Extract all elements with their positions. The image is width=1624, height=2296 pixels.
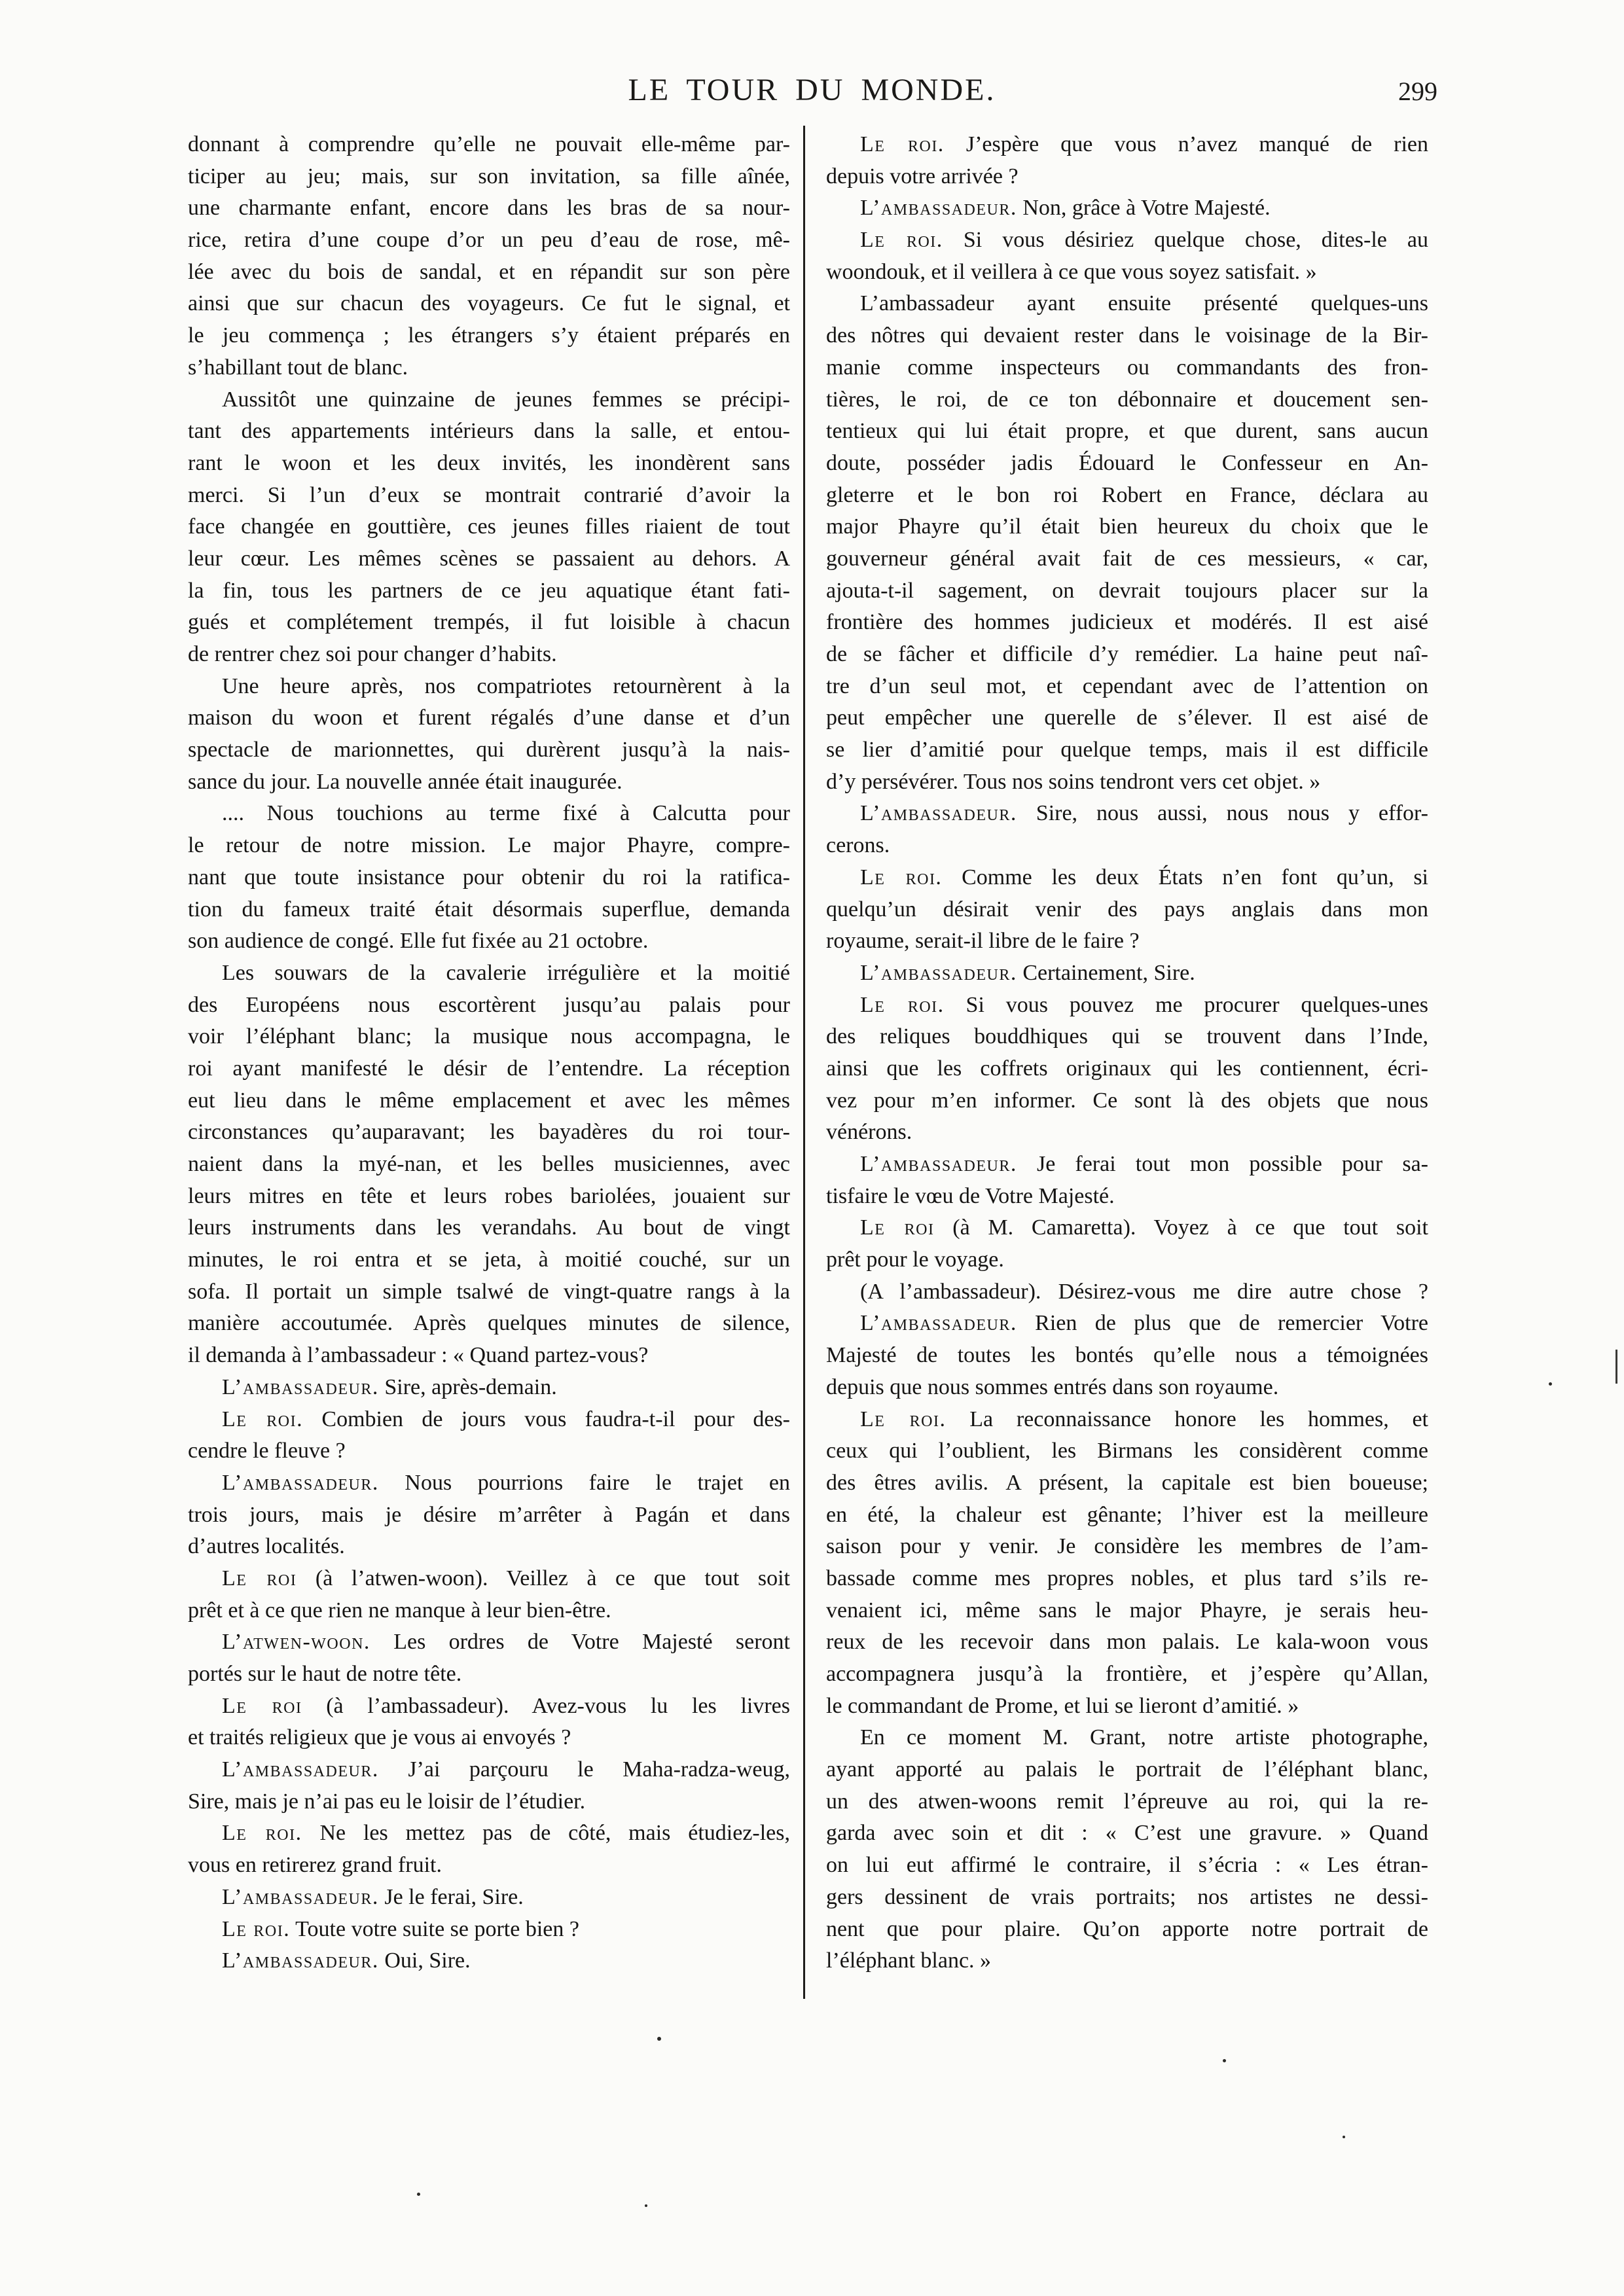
speaker-name: L’ambassadeur.: [222, 1757, 379, 1782]
text-line: Le roi. Si vous pouvez me procurer quelques-unes: [860, 992, 1428, 1017]
text-line: quelqu’un désirait venir des pays anglais dans mon: [826, 897, 1428, 922]
text-line: il demanda à l’ambassadeur : « Quand partez-vous?: [188, 1343, 649, 1368]
text-line: peut empêcher une querelle de s’élever. Il est aisé de: [826, 706, 1428, 730]
speaker-name: Le roi.: [860, 228, 943, 253]
text-line: gués et complétement trempés, il fut loisible à chacun: [188, 610, 790, 635]
text-line: doute, posséder jadis Édouard le Confesseur en An-: [826, 450, 1428, 475]
text-line: En ce moment M. Grant, notre artiste photographe,: [860, 1725, 1428, 1750]
speaker-name: Le roi.: [860, 1407, 947, 1431]
text-line: naient dans la myé-nan, et les belles musiciennes, avec: [188, 1152, 790, 1176]
paragraph: [188, 1626, 790, 1690]
text-line: lée avec du bois de sandal, et en répandit sur son père: [188, 259, 790, 284]
speaker-name: Le roi.: [860, 865, 943, 889]
speaker-name: Le roi: [222, 1566, 297, 1590]
text-line: vez pour m’en informer. Ce sont là des objets que nous: [826, 1088, 1428, 1113]
text-line: ticiper au jeu; mais, sur son invitation, sa fille aînée,: [188, 164, 790, 188]
ink-speck: [657, 2037, 661, 2041]
text-line: ainsi que sur chacun des voyageurs. Ce fut le signal, et: [188, 291, 790, 316]
ink-speck: [1223, 2059, 1226, 2062]
text-line: d’autres localités.: [188, 1534, 345, 1559]
text-line: L’ambassadeur. Non, grâce à Votre Majesté.: [860, 196, 1271, 221]
text-line: L’ambassadeur. Sire, après-demain.: [222, 1374, 557, 1399]
text-line: des reliques bouddhiques qui se trouvent dans l’Inde,: [826, 1024, 1428, 1049]
text-line: s’habillant tout de blanc.: [188, 355, 408, 380]
text-line: major Phayre qu’il était bien heureux du choix que le: [826, 514, 1428, 539]
speaker-name: L’ambassadeur.: [860, 1311, 1017, 1336]
text-line: Aussitôt une quinzaine de jeunes femmes se précipi-: [222, 387, 790, 412]
text-line: cendre le fleuve ?: [188, 1439, 346, 1463]
paragraph: [826, 224, 1428, 288]
paragraph: [826, 1404, 1428, 1723]
text-line: la fin, tous les partners de ce jeu aquatique étant fati-: [188, 578, 790, 603]
text-line: Le roi. Combien de jours vous faudra-t-il pour des-: [222, 1407, 790, 1431]
text-line: L’ambassadeur. Oui, Sire.: [222, 1948, 471, 1973]
text-line: frontière des hommes judicieux et modérés. Il est aisé: [826, 610, 1428, 635]
text-line: rant le woon et les deux invités, les inondèrent sans: [188, 450, 790, 475]
text-line: spectacle de marionnettes, qui durèrent jusqu’à la nais-: [188, 738, 790, 762]
text-line: depuis que nous sommes entrés dans son royaume.: [826, 1374, 1279, 1399]
paragraph: [188, 129, 790, 384]
text-line: nent que pour plaire. Qu’on apporte notre portrait de: [826, 1916, 1428, 1941]
speaker-name: Le roi: [222, 1693, 302, 1718]
text-line: eut lieu dans le même emplacement et avec les mêmes: [188, 1088, 790, 1113]
text-line: Le roi (à l’ambassadeur). Avez-vous lu les livres: [222, 1693, 790, 1718]
paragraph: [826, 990, 1428, 1149]
text-line: circonstances qu’auparavant; les bayadères du roi tour-: [188, 1120, 790, 1145]
text-line: roi ayant manifesté le désir de l’entendre. La réception: [188, 1056, 790, 1081]
text-line: reux de les recevoir dans mon palais. Le kala-woon vous: [826, 1630, 1428, 1655]
paragraph: [188, 384, 790, 671]
text-line: accompagnera jusqu’à la frontière, et j’espère qu’Allan,: [826, 1662, 1428, 1686]
text-line: de rentrer chez soi pour changer d’habits.: [188, 642, 557, 666]
text-line: tentieux qui lui était propre, et que durent, sans aucun: [826, 419, 1428, 444]
speaker-name: L’ambassadeur.: [222, 1374, 379, 1399]
text-line: le retour de notre mission. Le major Phayre, compre-: [188, 833, 790, 858]
text-line: Une heure après, nos compatriotes retournèrent à la: [222, 673, 790, 698]
text-line: prêt et à ce que rien ne manque à leur bien-être.: [188, 1598, 611, 1623]
page-number: 299: [1398, 77, 1437, 106]
text-line: L’ambassadeur. Je le ferai, Sire.: [222, 1884, 524, 1909]
speaker-name: L’atwen-woon.: [222, 1630, 370, 1655]
text-line: woondouk, et il veillera à ce que vous soyez satisfait. »: [826, 259, 1317, 284]
text-line: l’éléphant blanc. »: [826, 1948, 992, 1973]
text-line: venaient ici, même sans le major Phayre, je serais heu-: [826, 1598, 1428, 1623]
text-line: le commandant de Prome, et lui se lieront d’amitié. »: [826, 1693, 1299, 1718]
text-line: le jeu commença ; les étrangers s’y étaient préparés en: [188, 323, 790, 348]
text-line: vous en retirerez grand fruit.: [188, 1853, 442, 1878]
left-column: [188, 129, 790, 1977]
speaker-name: Le roi.: [222, 1407, 304, 1431]
text-line: depuis votre arrivée ?: [826, 164, 1019, 188]
paragraph: [188, 1691, 790, 1754]
text-line: sofa. Il portait un simple tsalwé de vingt-quatre rangs à la: [188, 1279, 790, 1304]
text-line: ayant apporté au palais le portrait de l’éléphant blanc,: [826, 1757, 1428, 1782]
text-line: Les souwars de la cavalerie irrégulière et la moitié: [222, 960, 790, 985]
paragraph: [188, 1754, 790, 1818]
paragraph: [188, 1914, 790, 1946]
text-line: des êtres avilis. A présent, la capitale est bien boueuse;: [826, 1470, 1428, 1495]
text-line: .... Nous touchions au terme fixé à Calcutta pour: [222, 801, 790, 826]
text-line: Le roi. La reconnaissance honore les hommes, et: [860, 1407, 1428, 1431]
text-line: de se fâcher et difficile d’y remédier. La haine peut naî-: [826, 642, 1428, 666]
text-line: gouverneur général avait fait de ces messieurs, « car,: [826, 546, 1428, 571]
ink-speck: [1549, 1382, 1552, 1386]
text-line: Sire, mais je n’ai pas eu le loisir de l’étudier.: [188, 1789, 586, 1814]
text-line: manière accoutumée. Après quelques minutes de silence,: [188, 1311, 790, 1336]
speaker-name: L’ambassadeur.: [222, 1884, 379, 1909]
text-line: et traités religieux que je vous ai envoyés ?: [188, 1725, 571, 1750]
paragraph: [826, 1308, 1428, 1403]
text-line: voir l’éléphant blanc; la musique nous accompagna, le: [188, 1024, 790, 1049]
paragraph: [826, 1722, 1428, 1977]
speaker-name: Le roi.: [222, 1821, 302, 1846]
text-line: d’y persévérer. Tous nos soins tendront vers cet objet. »: [826, 769, 1321, 794]
text-line: leurs mitres en tête et leurs robes bariolées, jouaient sur: [188, 1183, 790, 1208]
text-line: son audience de congé. Elle fut fixée au 21 octobre.: [188, 929, 649, 954]
paragraph: [188, 1945, 790, 1977]
text-line: prêt pour le voyage.: [826, 1247, 1004, 1272]
text-line: L’ambassadeur. Je ferai tout mon possible pour sa-: [860, 1152, 1428, 1176]
paragraph: [188, 1563, 790, 1626]
text-line: on lui eut affirmé le contraire, il s’écria : « Les étran-: [826, 1853, 1428, 1878]
speaker-name: Le roi.: [860, 132, 945, 156]
text-line: vénérons.: [826, 1120, 912, 1145]
paragraph: [188, 1372, 790, 1404]
text-line: Le roi. Toute votre suite se porte bien ?: [222, 1916, 579, 1941]
text-line: maison du woon et furent régalés d’une danse et d’un: [188, 706, 790, 730]
text-line: portés sur le haut de notre tête.: [188, 1662, 462, 1686]
speaker-name: L’ambassadeur.: [860, 196, 1017, 221]
speaker-name: Le roi.: [860, 992, 945, 1017]
text-line: se lier d’amitié pour quelque temps, mais il est difficile: [826, 738, 1428, 762]
text-line: Majesté de toutes les bontés qu’elle nous a témoignées: [826, 1343, 1428, 1368]
paragraph: [188, 798, 790, 957]
paragraph: [188, 671, 790, 798]
paragraph: [826, 129, 1428, 192]
speaker-name: L’ambassadeur.: [860, 801, 1017, 826]
text-line: donnant à comprendre qu’elle ne pouvait elle-même par-: [188, 132, 790, 156]
paragraph: [826, 192, 1428, 224]
text-line: leurs instruments dans les verandahs. Au bout de vingt: [188, 1215, 790, 1240]
text-line: merci. Si l’un d’eux se montrait contrarié d’avoir la: [188, 482, 790, 507]
text-line: leur cœur. Les mêmes scènes se passaient au dehors. A: [188, 546, 790, 571]
text-line: ceux qui l’oublient, les Birmans les considèrent comme: [826, 1439, 1428, 1463]
paragraph: [188, 1404, 790, 1467]
text-line: bassade comme mes propres nobles, et plus tard s’ils re-: [826, 1566, 1428, 1590]
text-line: gers dessinent de vrais portraits; nos artistes ne dessi-: [826, 1884, 1428, 1909]
speaker-name: Le roi: [860, 1215, 935, 1240]
text-line: une charmante enfant, encore dans les bras de sa nour-: [188, 196, 790, 221]
text-line: Le roi. Ne les mettez pas de côté, mais étudiez-les,: [222, 1821, 790, 1846]
speaker-name: L’ambassadeur.: [222, 1470, 379, 1495]
text-line: Le roi. Comme les deux États n’en font qu’un, si: [860, 865, 1428, 889]
paragraph: [826, 1212, 1428, 1276]
text-line: saison pour y venir. Je considère les membres de l’am-: [826, 1534, 1428, 1559]
text-line: (A l’ambassadeur). Désirez-vous me dire autre chose ?: [860, 1279, 1428, 1304]
text-line: ajouta-t-il sagement, on devrait toujours placer sur la: [826, 578, 1428, 603]
speaker-name: L’ambassadeur.: [222, 1948, 379, 1973]
text-line: tisfaire le vœu de Votre Majesté.: [826, 1183, 1115, 1208]
text-line: Le roi. Si vous désiriez quelque chose, dites-le au: [860, 228, 1428, 253]
paragraph: [188, 1818, 790, 1881]
speaker-name: L’ambassadeur.: [860, 960, 1017, 985]
text-line: sance du jour. La nouvelle année était inaugurée.: [188, 769, 623, 794]
ink-speck: [645, 2204, 647, 2207]
text-line: Le roi (à l’atwen-woon). Veillez à ce que tout soit: [222, 1566, 790, 1590]
journal-title: LE TOUR DU MONDE.: [628, 73, 996, 107]
text-line: L’ambassadeur. J’ai parçouru le Maha-radza-weug,: [222, 1757, 790, 1782]
text-line: un des atwen-woons remit l’épreuve au roi, qui la re-: [826, 1789, 1428, 1814]
paragraph: [826, 1276, 1428, 1308]
paragraph: [826, 958, 1428, 990]
text-line: ainsi que les coffrets originaux qui les contiennent, écri-: [826, 1056, 1428, 1081]
text-line: Le roi. J’espère que vous n’avez manqué de rien: [860, 132, 1429, 156]
text-line: face changée en gouttière, ces jeunes filles riaient de tout: [188, 514, 790, 539]
text-line: rice, retira d’une coupe d’or un peu d’eau de rose, mê-: [188, 228, 790, 253]
text-line: L’ambassadeur. Certainement, Sire.: [860, 960, 1195, 985]
right-column: [826, 129, 1428, 1977]
paragraph: [826, 1149, 1428, 1212]
text-line: tières, le roi, de ce ton débonnaire et doucement sen-: [826, 387, 1428, 412]
text-line: nant que toute insistance pour obtenir du roi la ratifica-: [188, 865, 790, 889]
text-line: tion du fameux traité était désormais superflue, demanda: [188, 897, 790, 922]
paragraph: [188, 958, 790, 1372]
text-line: L’ambassadeur ayant ensuite présenté quelques-uns: [860, 291, 1428, 316]
paragraph: [826, 288, 1428, 798]
text-line: L’ambassadeur. Nous pourrions faire le trajet en: [222, 1470, 790, 1495]
speaker-name: Le roi.: [222, 1916, 291, 1941]
text-line: tant des appartements intérieurs dans la salle, et entou-: [188, 419, 790, 444]
scan-edge-mark: [1615, 1350, 1617, 1384]
text-line: des Européens nous escortèrent jusqu’au palais pour: [188, 992, 790, 1017]
speaker-name: L’ambassadeur.: [860, 1152, 1017, 1176]
text-line: gleterre et le bon roi Robert en France, déclara au: [826, 482, 1428, 507]
paragraph: [826, 862, 1428, 958]
text-line: L’ambassadeur. Sire, nous aussi, nous nous y effor-: [860, 801, 1428, 826]
text-line: L’atwen-woon. Les ordres de Votre Majesté seront: [222, 1630, 790, 1655]
text-line: cerons.: [826, 833, 890, 858]
paragraph: [188, 1882, 790, 1914]
text-line: trois jours, mais je désire m’arrêter à Pagán et dans: [188, 1502, 790, 1527]
text-line: manie comme inspecteurs ou commandants des fron-: [826, 355, 1428, 380]
text-line: L’ambassadeur. Rien de plus que de remercier Votre: [860, 1311, 1428, 1336]
text-line: minutes, le roi entra et se jeta, à moitié couché, sur un: [188, 1247, 790, 1272]
text-line: tre d’un seul mot, et cependant avec de l’attention on: [826, 673, 1428, 698]
text-line: garda avec soin et dit : « C’est une gravure. » Quand: [826, 1821, 1428, 1846]
text-line: en été, la chaleur est gênante; l’hiver est la meilleure: [826, 1502, 1428, 1527]
text-line: Le roi (à M. Camaretta). Voyez à ce que tout soit: [860, 1215, 1428, 1240]
column-divider: [803, 126, 805, 1999]
ink-speck: [417, 2193, 420, 2196]
text-line: royaume, serait-il libre de le faire ?: [826, 929, 1140, 954]
paragraph: [826, 798, 1428, 861]
paragraph: [188, 1467, 790, 1563]
text-line: des nôtres qui devaient rester dans le voisinage de la Bir-: [826, 323, 1428, 348]
ink-speck: [1343, 2136, 1345, 2138]
